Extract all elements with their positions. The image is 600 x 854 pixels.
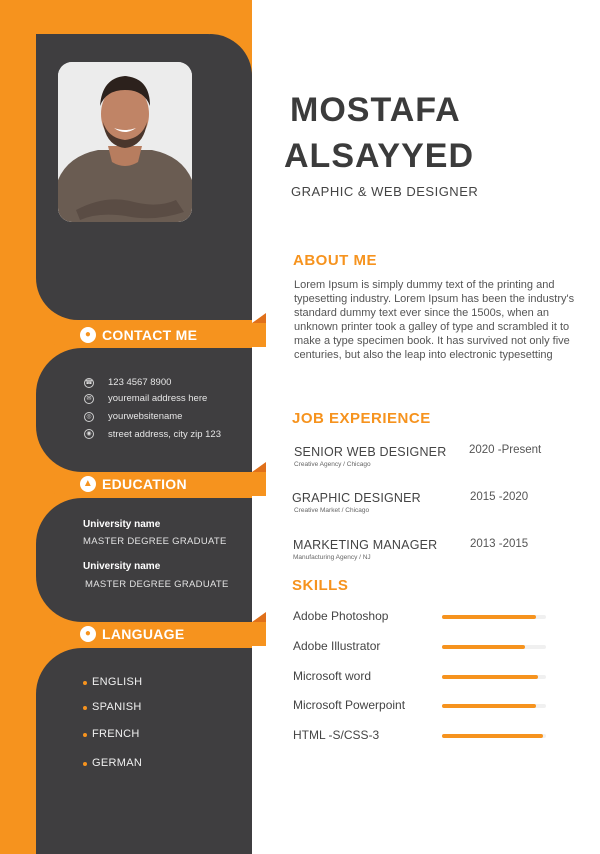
education-school-2: University name [83,561,161,572]
about-text: Lorem Ipsum is simply dummy text of the printing and typesetting industry. Lorem Ipsum has been the industry's standard dummy text ever since the 1500s, when an unknown printer took a galley of type and scrambled it to make a type specimen book. It has survived not only five centuries, but also the leap into electronic typesetting [294,279,575,361]
contact-email: youremail address here [108,393,208,404]
last-name: ALSAYYED [284,137,475,175]
job-title: GRAPHIC & WEB DESIGNER [291,184,479,199]
language-heading: LANGUAGE [102,626,185,642]
language-item: FRENCH [92,728,140,740]
contact-phone: 123 4567 8900 [108,377,172,388]
skill-bar-fill [442,675,538,679]
education-tab [50,472,266,496]
skill-bar-fill [442,704,536,708]
skill-name: Microsoft Powerpoint [293,698,406,712]
job-dates-3: 2013 -2015 [470,538,529,550]
job-company-2: Creative Market / Chicago [294,507,370,514]
user-icon: ● [80,327,96,343]
skill-bar [442,734,546,738]
skill-bar [442,615,546,619]
first-name: MOSTAFA [290,91,461,129]
job-dates-2: 2015 -2020 [470,491,529,503]
contact-heading: CONTACT ME [102,327,198,343]
skill-bar-fill [442,615,536,619]
skill-name: Adobe Photoshop [293,609,389,623]
job-dates-1: 2020 -Present [469,444,542,456]
photo-panel-extension [210,34,252,212]
education-school-1: University name [83,519,161,530]
contact-tab [50,323,266,347]
profile-photo [58,62,192,222]
person-avatar-icon [58,62,192,222]
language-tab [50,622,266,646]
contact-website: yourwebsitename [108,411,183,422]
job-title-3: MARKETING MANAGER [293,538,438,552]
experience-heading: JOB EXPERIENCE [292,410,431,427]
skill-name: HTML -S/CSS-3 [293,728,380,742]
job-title-1: SENIOR WEB DESIGNER [294,445,447,459]
location-icon: ◉ [84,429,94,439]
web-icon: ◎ [84,412,94,422]
job-company-3: Manufacturing Agency / NJ [293,554,371,561]
contact-address: street address, city zip 123 [108,429,221,440]
education-degree-1: MASTER DEGREE GRADUATE [83,536,227,547]
about-heading: ABOUT ME [293,252,377,269]
skill-name: Adobe Illustrator [293,639,381,653]
globe-icon: ● [80,626,96,642]
skill-name: Microsoft word [293,669,372,683]
job-company-1: Creative Agency / Chicago [294,461,371,468]
skill-bar [442,675,546,679]
education-panel [36,498,252,622]
skill-bar-fill [442,734,543,738]
language-item: ENGLISH [92,676,143,688]
language-item: GERMAN [92,757,143,769]
language-bullet-icon [83,706,87,710]
job-title-2: GRAPHIC DESIGNER [292,491,421,505]
education-heading: EDUCATION [102,476,187,492]
phone-icon: ☎ [85,380,93,386]
language-panel [36,648,252,854]
graduation-cap-icon: ▲ [80,476,96,492]
education-degree-2: MASTER DEGREE GRADUATE [85,579,229,590]
skill-bar-fill [442,645,525,649]
skill-bar [442,645,546,649]
skill-bar [442,704,546,708]
language-bullet-icon [83,733,87,737]
skills-heading: SKILLS [292,577,349,594]
language-item: SPANISH [92,701,142,713]
language-bullet-icon [83,762,87,766]
email-icon: ✉ [84,394,94,404]
language-bullet-icon [83,681,87,685]
contact-panel [36,348,252,472]
